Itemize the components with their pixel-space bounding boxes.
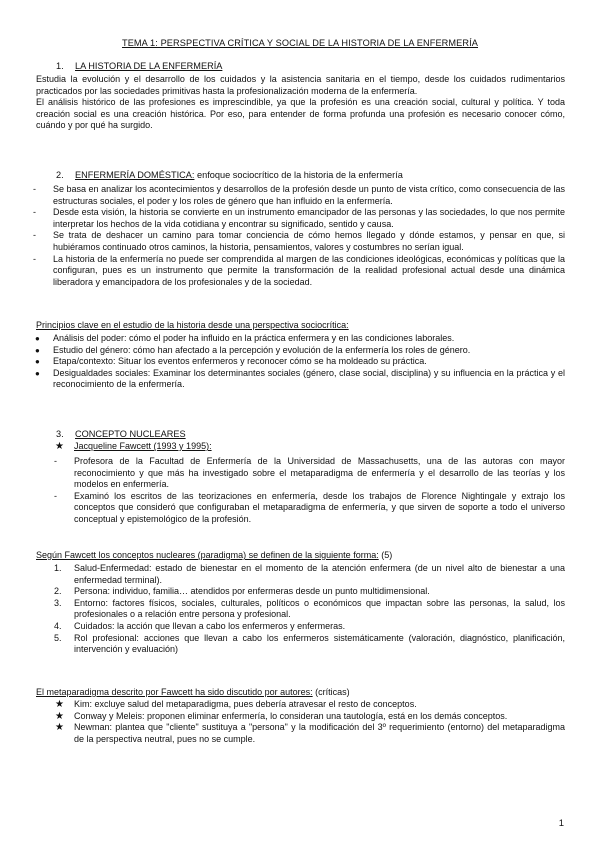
- list-item: 2. Persona: individuo, familia… atendidos por enfermeras desde un punto multidimensional.: [54, 586, 430, 597]
- star-icon: ★: [55, 710, 64, 722]
- fawcett-heading: Según Fawcett los conceptos nucleares (paradigma) se definen de la siguiente forma: (5): [36, 550, 393, 560]
- paragraph: El análisis histórico de las profesiones es imprescindible, ya que la profesión es una creación social, cultural y política. Y toda creación social es una creación histórica. Por eso, para entender de forma profunda una profesión es necesario conocer cómo, cuándo y por qué ha surgido.: [36, 97, 565, 131]
- item-number: 3.: [54, 597, 62, 608]
- section-subtitle: enfoque sociocrítico de la historia de la enfermería: [194, 170, 403, 180]
- section-2-list: [33, 184, 565, 288]
- list-item: 4. Cuidados: la acción que llevan a cabo los enfermeros y enfermeras.: [54, 620, 346, 631]
- dot-bullet: ●: [35, 334, 40, 343]
- list-item: 3. Entorno: factores físicos, sociales, culturales, políticos o económicos que impactan sobre las personas, la salud, los profesionales o a relación entre persona y profesional.: [54, 597, 565, 620]
- list-item: - Examinó los escritos de las teorizaciones en enfermería, desde los trabajos de Florence Nightingale y extrajo los conceptos que consideró que configuraban el metaparadigma de enfermería, y que sirven de soporte a todo el universo conceptual y epistemológico de la profesión.: [54, 490, 565, 524]
- section-title: ENFERMERÍA DOMÉSTICA:: [75, 170, 195, 180]
- author-list: [55, 441, 565, 453]
- star-icon: ★: [55, 722, 64, 734]
- critics-list: [55, 699, 565, 745]
- dot-bullet: ●: [35, 357, 40, 367]
- list-item: - Se trata de deshacer un camino para tomar conciencia de cómo hemos llegado y dónde estamos, y pensar en que, si hubiéramos continuado otros caminos, la historia, pensamientos, valores y costumbres no serían igual.: [33, 230, 565, 252]
- list-item: 5. Rol profesional: acciones que llevan a cabo los enfermeros sistemáticamente (valoración, diagnóstico, planificación, intervención y evaluación): [54, 632, 565, 655]
- dot-bullet: ●: [35, 345, 40, 355]
- item-number: 2.: [54, 586, 62, 597]
- dash-bullet: -: [33, 207, 36, 218]
- list-item: - Desde esta visión, la historia se convierte en un instrumento emancipador de las personas y las sociedades, lo que nos permite interpretar los hechos de la vida cotidiana y encontrar su significado, sentido y causa.: [33, 207, 565, 229]
- dash-bullet: -: [54, 456, 57, 466]
- page-number: 1: [558, 818, 564, 829]
- dash-bullet: -: [33, 230, 36, 241]
- list-item: - La historia de la enfermería no puede ser comprendida al margen de las condiciones ideológicas, económicas y políticas que la configuran, pues es un instrumento que permite la transformación de la realidad profesional actual desde una dinámica liberadora y emancipadora de los profesionales y de la sociedad.: [33, 253, 565, 287]
- section-number: 2.: [56, 170, 64, 180]
- list-item: ● Estudio del género: cómo han afectado a la percepción y evolución de la enfermería los roles de género.: [35, 344, 471, 355]
- star-icon: ★: [55, 699, 64, 710]
- list-item: ★ Kim: excluye salud del metaparadigma, pues debería atravesar el resto de conceptos.: [55, 699, 417, 710]
- section-3-list: [54, 456, 565, 526]
- principles-list: [35, 333, 565, 391]
- star-icon: ★: [55, 441, 64, 452]
- concepts-list: [54, 563, 565, 656]
- list-item: - Se basa en analizar los acontecimientos y desarrollos de la profesión desde un punto de vista crítico, como consecuencia de las estructuras sociales, el poder y los roles de género que han influido en la enfermería.: [33, 184, 565, 206]
- list-item: - Profesora de la Facultad de Enfermería de la Universidad de Massachusetts, una de las autoras con mayor reconocimiento y que más ha investigado sobre el metaparadigma de enfermería y el desarrollo de las teorías y los modelos en enfermería.: [54, 456, 565, 490]
- critics-heading: El metaparadigma descrito por Fawcett ha sido discutido por autores: (críticas): [36, 687, 350, 697]
- list-item: ● Desigualdades sociales: Examinar los determinantes sociales (género, clase social, disciplina) y su influencia en la práctica y el reconocimiento de la enfermería.: [35, 367, 565, 390]
- paragraph: Estudia la evolución y el desarrollo de los cuidados y la asistencia sanitaria en el tiempo, desde los cuidados rudimentarios practicados por las sociedades primitivas hasta la profesionalización moderna de la enfermería.: [36, 74, 565, 96]
- item-number: 5.: [54, 632, 62, 643]
- item-number: 4.: [54, 620, 62, 631]
- list-item: ● Etapa/contexto: Situar los eventos enfermeros y reconocer cómo se ha moldeado su práctica.: [35, 356, 427, 367]
- author-name: Jacqueline Fawcett (1993 y 1995):: [74, 441, 212, 451]
- section-number: 1.: [56, 61, 64, 71]
- principles-heading: Principios clave en el estudio de la historia desde una perspectiva sociocrítica:: [36, 320, 349, 330]
- dash-bullet: -: [33, 253, 36, 264]
- dot-bullet: ●: [35, 368, 40, 378]
- section-1-body: [36, 74, 565, 132]
- list-item: ★ Conway y Meleis: proponen eliminar enfermería, lo consideran una tautología, está en los demás conceptos.: [55, 710, 508, 722]
- list-item: ★ Newman: plantea que "cliente" sustituya a "persona" y la modificación del 3º requerimiento (entorno) del metaparadigma de la perspectiva neutral, pues no se cumple.: [55, 722, 565, 744]
- section-title: LA HISTORIA DE LA ENFERMERÍA: [75, 61, 223, 71]
- section-number: 3.: [56, 429, 64, 439]
- section-title: CONCEPTO NUCLEARES: [75, 429, 186, 439]
- dash-bullet: -: [54, 490, 57, 501]
- document-title: TEMA 1: PERSPECTIVA CRÍTICA Y SOCIAL DE LA HISTORIA DE LA ENFERMERÍA: [121, 38, 479, 48]
- dash-bullet: -: [33, 184, 36, 194]
- list-item: ● Análisis del poder: cómo el poder ha influido en la práctica enfermera y en las condiciones laborales.: [35, 333, 455, 343]
- item-number: 1.: [54, 563, 62, 573]
- list-item: [55, 441, 565, 453]
- list-item: 1. Salud-Enfermedad: estado de bienestar en el momento de la atención enfermera (de un nivel alto de bienestar a una enfermedad terminal).: [54, 563, 565, 585]
